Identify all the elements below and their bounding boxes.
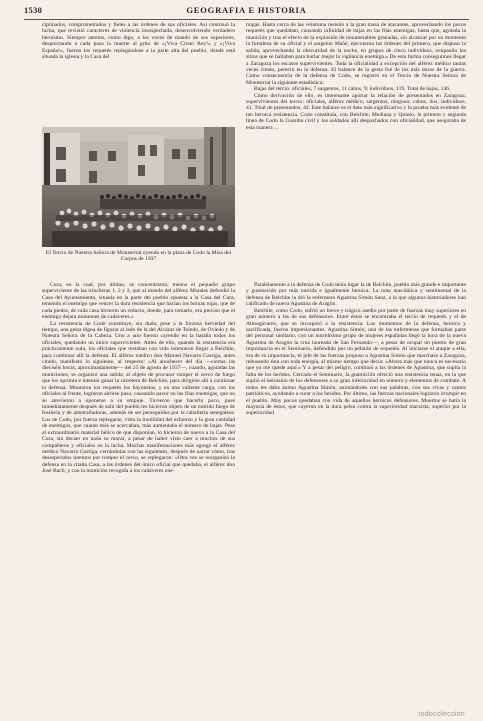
crowd-photo-image: [42, 127, 235, 247]
left-column-bottom: [42, 282, 235, 714]
paragraph: Como derivación de ello, es interesante aportar la relación de presentados en Zaragoza, supervivientes del tercio: oficiales, alférez médico; sargentos, ninguno; cabos, dos; individuos, 41. Total de presentados, 44. Este balance es el dato más significativo y la prueba más evidente de tan heroica resistencia. Codo constituía, con Belchite, Mediana y Quinto, la primera y segunda línea de Codo la Guardia civil y los soldados allí despachados con oficialidad, que aseguraba de esta manera ...: [246, 92, 466, 131]
right-column-bottom: [246, 282, 466, 714]
page-number: 1530: [24, 5, 43, 15]
paragraph: Belchite, como Codo, sufrió un breve y trágico asedio por parte de fuerzas muy superiores en gran número a las de sus defensores. Entre éstos se encontraba el tercio de requetés y el de Almogávares, que se incorporó a la resistencia. Los momentos de la defensa, heroica y sacrificada, fueron impresionantes. Agustina Simón, una de las enfermeras que formaban parte del personal sanitario, con un nutridísimo grupo de mujeres españolas llegó la hora de la nueva Agustina de Aragón la cruz laureada de San Fernando—, a pesar de ocupar un puesto de gran importancia en el Seminario, defendido por un pelotón de requetés. Al iniciarse el ataque a ella, era de su importancia, el jefe de las fuerzas propuso a Agustina Simón que marchase a Zaragoza, rehusando ésta con toda energía, al mismo tiempo que decía: «Ahora más que nunca es necesario que yo me quede aquí.» Y a pesar del peligro, continuó a las órdenes de Agustina, que suplía la falta de los heridos. Cercado el Seminario, la guarnición ofreció una resistencia tenaz, en la que suplió el heroísmo de los defensores a su gran inferioridad en número y elementos de combate. A todos les daba ánimo Agustina Simón, animándoles con sus palabras, con sus vivas y cantos patrióticos, ayudando a curar a los heridos. Por último, las fuerzas nacionales lograron irrumpir en el pueblo. Muy pocos quedaban con vida de aquellos heroicos defensores. Muertos se batía la mayoría de éstos, que cayeron en la dura pelea contra la superioridad marxista, superior por la superioridad: [246, 307, 466, 417]
paragraph: Cura, en la cual, por último, se concentraron, menos el pequeño grupo superviviente de las trincheras 1, 2 y 3, que al mando del alférez Morales defendió la Casa del Ayuntamiento, situada en la parte del pueblo opuesta a la Casa del Cura, teniendo el enemigo que vencer la dura resistencia que hacían los boinas rojas, que de cada piedra, de cada casa hicieron un reducto, donde, para tomarlo, era preciso que el enemigo dejara montones de cadáveres.»: [42, 282, 235, 321]
header-rule: [24, 19, 469, 20]
paragraph: migas. Hasta cerca de las veintiuna resistió a la gran masa de atacantes, aprovechando los pocos requetés que quedaban, causando infinidad de bajas en las filas enemigas, hasta que, agotada la munición y tras el efecto de la explosión de innumerables granadas, sin alcanzar por un momento la fortaleza de su oficial y el sargento Mañé, ejecutaron las órdenes del primero, que dispuso la salida, aprovechando la obscuridad de la noche, en grupos de cinco individuos, ocupando los sitios que se hallaban para burlar mejor la vigilancia enemiga.» De esta forma conseguimos llegar a Zaragoza los escasos supervivientes. Toda la oficialidad a excepción del alférez médico tantas veces citado, pereció en la defensa. El balance de la gesta fué de los más duros de la guerra. Como consecuencia de la defensa de Codo, se registró en el Tercio de Nuestra Señora de Montserrat la siguiente estadística:: [246, 22, 466, 86]
running-title: GEOGRAFIA E HISTORIA: [186, 5, 307, 15]
paragraph: Paralelamente a la defensa de Codo tenía lugar la de Belchite, pueblo más grande e importante y guarnecido por más nutrida e igualmente heroica. La nota anecdótica y sentimental de la defensa de Belchite la dió la enfermera Agustina Simón Sanz, a la que algunos historiadores han calificado de nueva Agustina de Aragón.: [246, 282, 466, 308]
right-column-top: [246, 22, 466, 270]
running-header: [24, 5, 469, 19]
watermark: todocoleccion: [418, 711, 465, 718]
plaza-photograph: [42, 127, 235, 247]
left-column-top: [42, 22, 235, 125]
paragraph: ciplinados, comprometrados y fieles a las órdenes de sus oficiales. Así continuó la lucha, que revistió caracteres de violencia insospechada, desenvolviendo verdadero heroísmo. Siempre atentos, como digo, a las voces de mando de sus superiores, despreciando a cada paso la muerte al grito de «¡Viva Cristo Rey!» y «¡Viva España!», fueron los requetés replegándose a la parte alta del pueblo, donde está situada la iglesia y la Casa del: [42, 22, 235, 61]
paragraph: La resistencia de Codo constituye, sin duda, pese a la forzosa brevedad del tiempo, una gesta digna de figurar al lado de la del Alcázar de Toledo, de Oviedo y de Nuestra Señora de la Cabeza. Uno a uno fueron cayendo en la batalla todos los oficiales, quedando un único superviviente. Antes de ello, quando la resistencia era prácticamente nula, los oficiales que restaban con vida intentaron llegar a Belchite, para continuar allí la defensa. El alférez médico don Manuel Navarro Garriga, antes citado, manifestó lo siguiente, al respecto: «Al anochecer del día —ciertas las dieciséis horas, aproximadamente— del 25 de agosto de 1937—, cuando, agotadas las municiones, se organizó una salida, al objeto de procurar romper el cerco de fuego que los oprimía e intentar ganar la carretera de Belchite, para dirigirse allí a continuar la defensa. Montaron los requetés los bayonetas, y en una valiente carga, con los oficiales al frente, lograron abrirse paso, causando pavor en las filas enemigas, que no se atrevieron a oponerse a su empuje. Tuvieron que hacerlo poco, pues inmediatamente después de salir del pueblo les hicieron objeto de un nutrido fuego de fusilería y de ametralladoras, además de ser perseguidos por la caballería senegalesa. Los de Codo, por fuerza replegarse, vista la inutilidad del esfuerzo y la gran cantidad de enemigos, que cuanto más se acercaban, más aumentaba el número de bajas. Pese al extraordinario material bélico de que disponían, lo hicieron de nuevo a la Casa del Cura, sin decaer en nada su moral, a pesar de haber visto caer a muchos de sus compañeros y oficiales en la lucha. Muchas manifestaciones más agregó el alférez médico Navarro Garriga, cerrándolas con las siguientes, después de narrar cómo, tras desesperados intentos por romper el cerco, se replegaron: «Otra vez se reorganizó la defensa en la citada Casa, a las órdenes del único oficial que quedaba, el alférez don José Bach, y con la munición recogida a los cadáveres ene-: [42, 320, 235, 475]
paragraph: Bajas del tercio: oficiales, 7 sargentos, 11 cabos, 9; individuos, 119. Total de bajas, 146.: [254, 86, 451, 93]
photo-caption: El Tercio de Nuestra Señora de Montserrat oyendo en la plaza de Codo la Misa del Corpus de 1937: [45, 250, 232, 263]
